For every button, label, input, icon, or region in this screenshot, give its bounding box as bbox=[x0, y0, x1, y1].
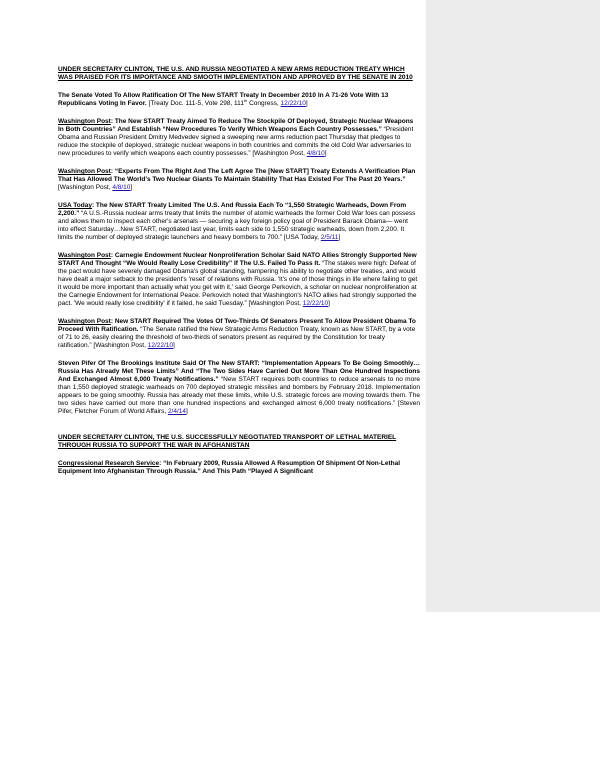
paragraph bbox=[58, 360, 420, 416]
paragraph bbox=[58, 92, 420, 108]
section-heading: UNDER SECRETARY CLINTON, THE U.S. AND RUSSIA NEGOTIATED A NEW ARMS REDUCTION TREATY WHICH WAS PRAISED FOR ITS IMPORTANCE AND SMOOTH IMPLEMENTATION AND APPROVED BY THE SENATE IN 2010 bbox=[58, 66, 413, 81]
superscript: th bbox=[243, 97, 248, 103]
citation-link[interactable]: 12/22/10 bbox=[147, 342, 174, 349]
paragraph-text: “The stakes were high: Defeat of the pact would have severely damaged Obama's global standing, hampering his ability to negotiate other treaties, and would have dealt a major setback to the president's 'reset' of relations with Russia. 'It's one of those things in life where failing to get it would be more important than actually what you get with it,' said George Perkovich, a scholar on nuclear nonproliferation at the Carnegie Endowment for International Peace. Perkovich noted that Washington's NATO allies had strongly supported the pact. 'We would really lose credibility' if it failed, he said Tuesday.” [Washington Post, bbox=[58, 260, 418, 307]
paragraph-lead: : “Experts From The Right And The Left Agree The [New START] Treaty Extends A Verification Plan That Has Allowed The World’s Two Nuclear Giants To Maintain Stability That Has Existed For The Past 20 Years.” bbox=[58, 168, 416, 183]
section-spacer bbox=[58, 426, 420, 434]
citation-link[interactable]: 2/5/11 bbox=[320, 234, 339, 241]
paragraph bbox=[58, 202, 420, 242]
comment-margin-panel bbox=[426, 0, 600, 612]
paragraph-text: Congress, bbox=[247, 100, 281, 107]
paragraph bbox=[58, 168, 420, 192]
paragraph-text: [Treaty Doc. 111-5, Vote 298, 111 bbox=[146, 100, 244, 107]
citation-link[interactable]: 4/8/10 bbox=[306, 150, 325, 157]
paragraph bbox=[58, 318, 420, 350]
paragraph bbox=[58, 460, 420, 476]
citation-close: ] bbox=[186, 408, 188, 415]
citation-close: ] bbox=[324, 150, 327, 157]
citation-link[interactable]: 2/4/14 bbox=[167, 408, 187, 415]
paragraph-text: “President Obama and Russian President Dmitry Medvedev signed a sweeping new arms reduction pact Thursday that pledges to reduce the stockpile of deployed, strategic nuclear weapons in both countries and commits the old Cold War adversaries to new procedures to verify which weapons each country possesses.” [Washington Post, bbox=[58, 126, 414, 157]
citation-close: ] bbox=[130, 184, 133, 191]
citation-link[interactable]: 12/22/10 bbox=[280, 100, 306, 107]
paragraph-lead: : The New START Treaty Aimed To Reduce The Stockpile Of Deployed, Strategic Nuclear Weapons In Both Countries” And Establish “New Procedures To Verify Which Weapons Each Country Possesses.” bbox=[58, 118, 414, 133]
citation-close: ] bbox=[173, 342, 175, 349]
paragraph-text: “New START requires both countries to reduce arsenals to no more than 1,550 deployed strategic warheads on 700 deployed strategic missiles and bombers by February 2018. Implementation appears to be going smoothly. Russia has already met these limits, while U.S. strategic forces are moving towards them. The two sides have carried out more than one hundred inspections and exchanged almost 6,000 treaty notifications.” [Steven Pifer, Fletcher Forum of World Affairs, bbox=[58, 376, 420, 415]
paragraph-lead: : New START Required The Votes Of Two-Thirds Of Senators Present To Allow President Obama To Proceed With Ratification. bbox=[58, 318, 416, 333]
paragraph-text: [Washington Post, bbox=[58, 184, 113, 191]
citation-close: ] bbox=[305, 100, 308, 107]
citation-close: ] bbox=[328, 300, 330, 307]
paragraph-text: “The Senate ratified the New Strategic Arms Reduction Treaty, known as New START, by a vote of 71 to 26, easily clearing the threshold of two-thirds of senators present as required by the Constitution for treaty ratification.” [Washington Post, bbox=[58, 326, 416, 349]
document-body bbox=[58, 66, 420, 486]
paragraph-lead: Steven Pifer Of The Brookings Institute Said Of The New START: “Implementation Appears To Be Going Smoothly…Russia Has Already Met These Limits” And “The Two Sides Have Carried Out More Than One Hundred Inspections And Exchanged Almost 6,000 Treaty Notifications.” bbox=[58, 360, 420, 383]
source-name: Washington Post bbox=[58, 168, 111, 175]
paragraph-lead: : “In February 2009, Russia Allowed A Resumption Of Shipment Of Non-Lethal Equipment Into Afghanistan Through Russia.” And This Path “Played A Significant bbox=[58, 460, 401, 475]
paragraph bbox=[58, 252, 420, 308]
source-name: Washington Post bbox=[58, 118, 111, 125]
source-name: Washington Post bbox=[58, 252, 111, 259]
paragraph-lead: : Carnegie Endowment Nuclear Nonproliferation Scholar Said NATO Allies Strongly Supported New START And Thought “We Would Really Lose Credibility” If The U.S. Failed To Pass It. bbox=[58, 252, 417, 267]
citation-link[interactable]: 4/8/10 bbox=[112, 184, 131, 191]
section-heading: UNDER SECRETARY CLINTON, THE U.S. SUCCESSFULLY NEGOTIATED TRANSPORT OF LETHAL MATERIEL THROUGH RUSSIA TO SUPPORT THE WAR IN AFGHANISTAN bbox=[58, 434, 397, 449]
paragraph-text: “A U.S.-Russia nuclear arms treaty that limits the number of atomic warheads the former Cold War foes can possess and allows them to inspect each other's arsenals — securing a key foreign policy goal of President Barack Obama— went into effect Saturday…New START, negotiated last year, limits each side to 1,550 strategic warheads, down from 2,200. It limits the number of deployed strategic launchers and heavy bombers to 700.” [USA Today, bbox=[58, 210, 416, 241]
source-name: Washington Post bbox=[58, 318, 111, 325]
paragraph bbox=[58, 118, 420, 158]
citation-close: ] bbox=[338, 234, 341, 241]
source-name: Congressional Research Service bbox=[58, 460, 160, 467]
paragraph-lead: The Senate Voted To Allow Ratification Of The New START Treaty In December 2010 In A 71-26 Vote With 13 Republicans Voting In Favor. bbox=[58, 92, 389, 107]
paragraph-lead: : The New START Treaty Limited The U.S. And Russia Each To “1,550 Strategic Warheads, Down From 2,200.” bbox=[58, 202, 407, 217]
citation-link[interactable]: 12/22/10 bbox=[302, 300, 329, 307]
source-name: USA Today bbox=[58, 202, 92, 209]
